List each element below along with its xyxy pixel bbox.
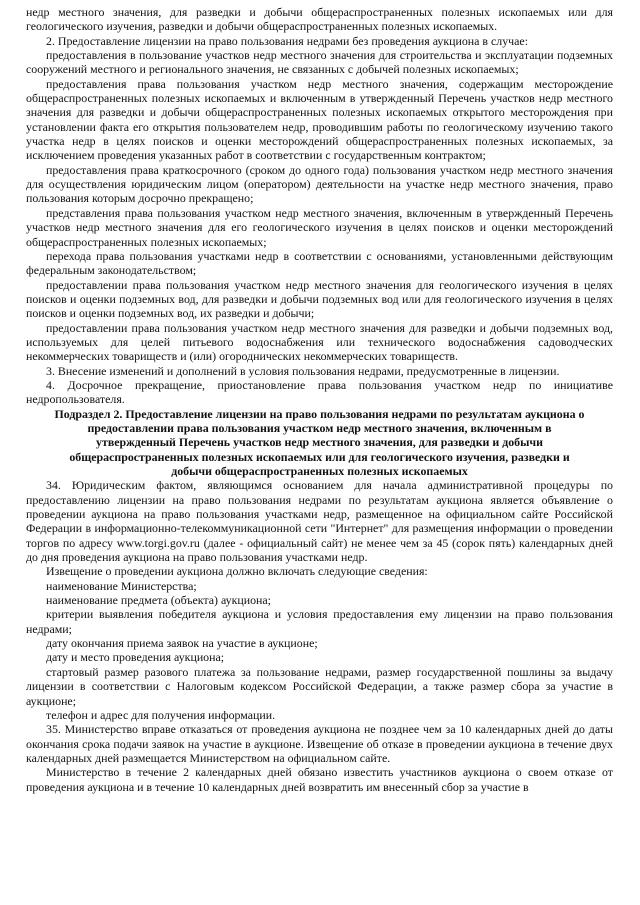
paragraph: 3. Внесение изменений и дополнений в условия пользования недрами, предусмотренные в лицензии. — [46, 363, 560, 378]
subsection-heading: Подраздел 2. Предоставление лицензии на право пользования недрами по результатам аукциона о предоставлении права пользования участком недр местного значения, включенным в утвержденный Перечень участков недр местного значения, для разведки и добычи общераспространенных полезных ископаемых или для геологического изучения, разведки и добычи общераспространенных полезных ископаемых — [54, 406, 585, 478]
paragraph: 4. Досрочное прекращение, приостановление права пользования участком недр по инициативе недропользователя. — [26, 377, 613, 407]
paragraph: 2. Предоставление лицензии на право пользования недрами без проведения аукциона в случае: — [46, 33, 528, 48]
paragraph: наименование Министерства; — [46, 578, 197, 593]
paragraph: критерии выявления победителя аукциона и условия предоставления ему лицензии на право пользования недрами; — [26, 607, 613, 636]
paragraph: дату и место проведения аукциона; — [46, 650, 225, 665]
paragraph: предоставлении права пользования участком недр местного значения для геологического изучения в целях поисков и оценки подземных вод, для разведки и добычи подземных вод или для геологического изучения в целях поисков и оценки подземных вод, их разведки и добычи; — [26, 277, 613, 321]
paragraph: предоставления в пользование участков недр местного значения для строительства и эксплуатации подземных сооружений местного и регионального значения, не связанных с добычей полезных ископаемых; — [26, 48, 613, 77]
paragraph: дату окончания приема заявок на участие в аукционе; — [46, 636, 318, 651]
paragraph: наименование предмета (объекта) аукциона; — [46, 593, 271, 608]
paragraph: недр местного значения, для разведки и добычи общераспространенных полезных ископаемых или для геологического изучения, разведки и добычи общераспространенных полезных ископаемых. — [26, 5, 613, 34]
paragraph: Министерство в течение 2 календарных дней обязано известить участников аукциона о своем отказе от проведения аукциона и в течение 10 календарных дней возвратить им внесенный сбор за участие в — [26, 765, 613, 794]
paragraph: представления права пользования участком недр местного значения, включенным в утвержденный Перечень участков недр местного значения для его геологического изучения в целях поисков и оценки месторождений общераспространенных полезных ископаемых; — [26, 205, 613, 249]
paragraph: перехода права пользования участками недр в соответствии с основаниями, установленными действующим федеральным законодательством; — [26, 248, 613, 278]
paragraph: 35. Министерство вправе отказаться от проведения аукциона не позднее чем за 10 календарных дней до даты окончания срока подачи заявок на участие в аукционе. Извещение об отказе в проведении аукциона в течение двух календарных дней размещается Министерством на официальном сайте. — [26, 722, 613, 765]
paragraph: 34. Юридическим фактом, являющимся основанием для начала административной процедуры по предоставлению лицензии на право пользования недрами по результатам аукциона является объявление о проведении аукциона на право пользования участками недр, размещенное на официальном сайте Российской Федерации в информационно-телекоммуникационной сети "Интернет" для размещения информации о проведении торгов по адресу www.torgi.gov.ru (далее - официальный сайт) не менее чем за 45 (сорок пять) календарных дней до дня проведения аукциона на право пользования участками недр. — [26, 478, 613, 565]
paragraph: предоставлении права пользования участком недр местного значения для разведки и добычи подземных вод, используемых для целей питьевого водоснабжения или технического водоснабжения садоводческих некоммерческих товариществ и (или) огороднических некоммерческих товариществ. — [26, 320, 613, 364]
paragraph: предоставления права краткосрочного (сроком до одного года) пользования участком недр местного значения для осуществления юридическим лицом (оператором) деятельности на участке недр местного значения, право пользования которым досрочно прекращено; — [26, 162, 613, 206]
paragraph: телефон и адрес для получения информации. — [46, 707, 276, 722]
paragraph: предоставления права пользования участком недр местного значения, содержащим месторождение общераспространенных полезных ископаемых и включенным в утвержденный Перечень участков недр местного значения для разведки и добычи общераспространенных полезных ископаемых открытого месторождения при установлении факта его открытия пользователем недр, проводившим работы по геологическому изучению такого участка недр в целях поисков и оценки месторождений общераспространенных полезных ископаемых, за исключением проведения указанных работ в соответствии с государственным контрактом; — [26, 76, 613, 163]
paragraph: стартовый размер разового платежа за пользование недрами, размер государственной пошлины за выдачу лицензии в соответствии с Налоговым кодексом Российской Федерации, а также размер сбора за участие в аукционе; — [26, 664, 613, 708]
paragraph: Извещение о проведении аукциона должно включать следующие сведения: — [46, 564, 428, 579]
